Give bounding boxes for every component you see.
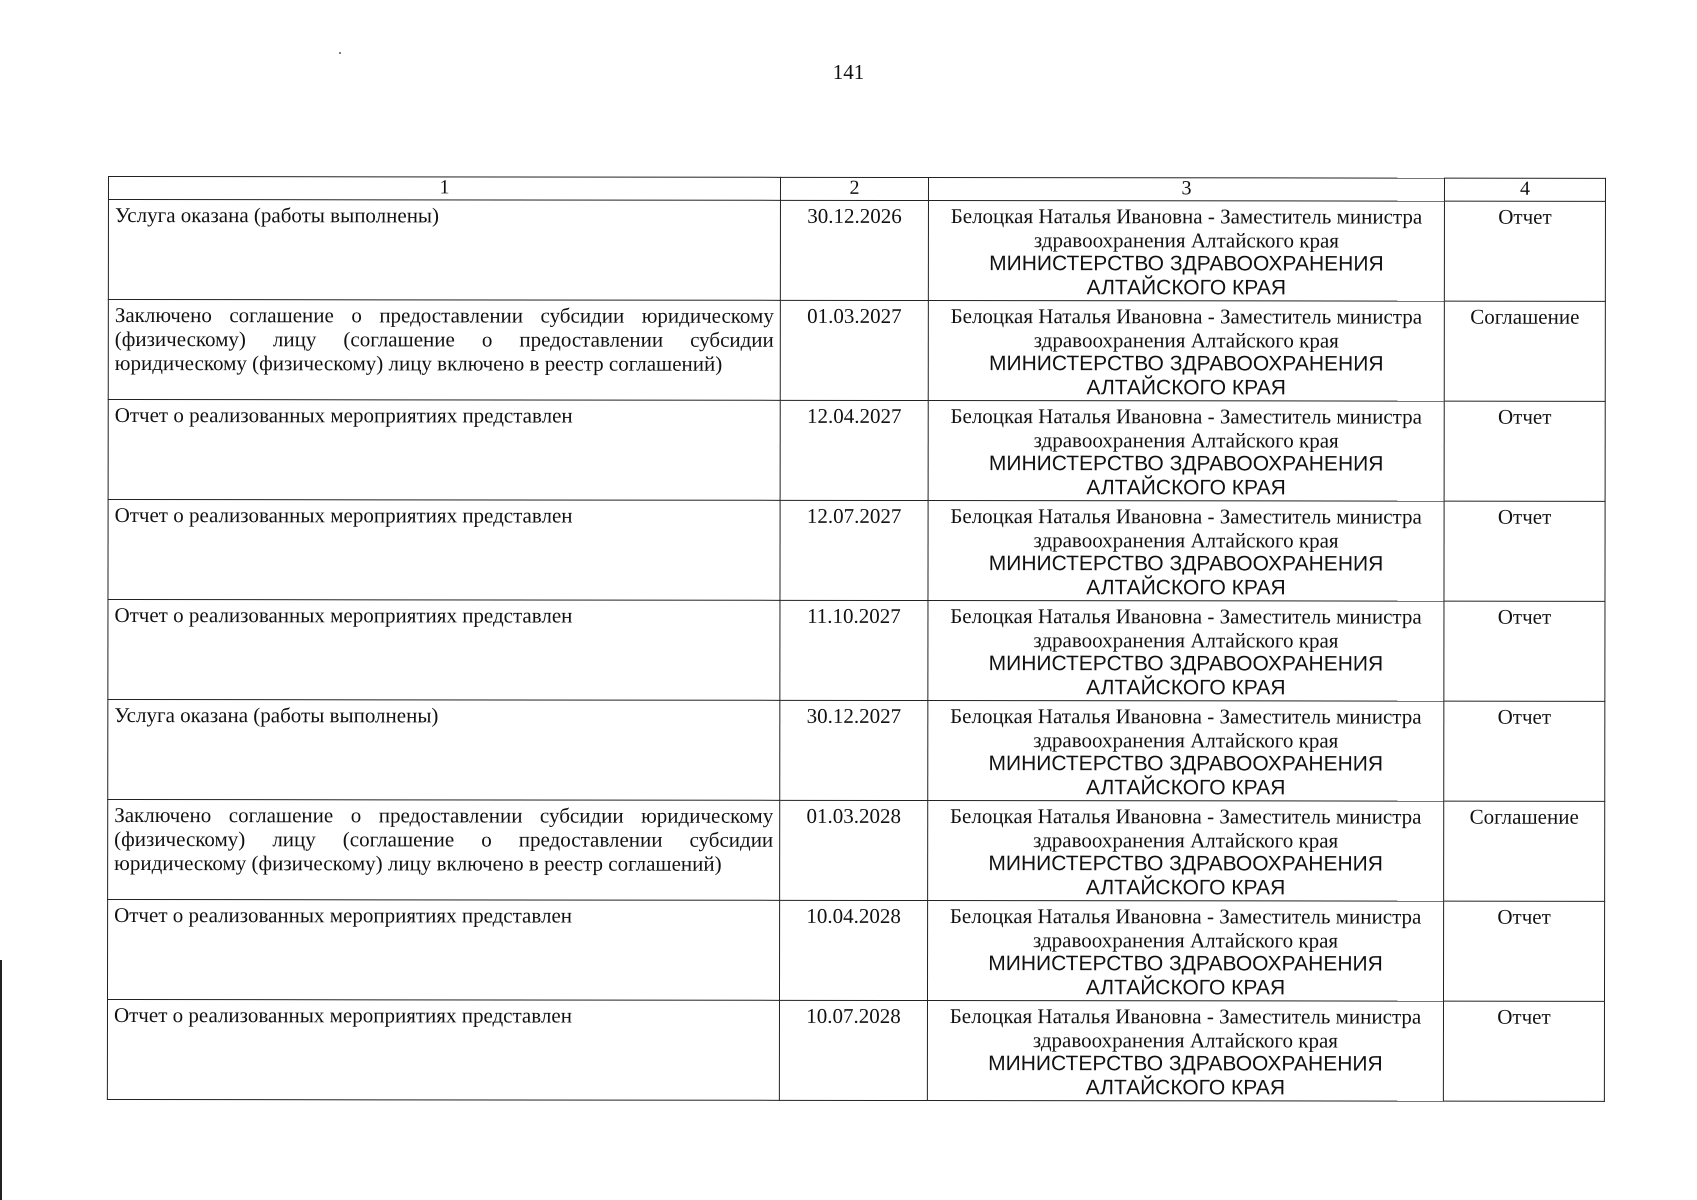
date-cell: 30.12.2027 bbox=[780, 700, 928, 800]
column-number-3: 3 bbox=[928, 178, 1444, 202]
event-cell: Отчет о реализованных мероприятиях представлен bbox=[107, 900, 779, 1001]
date-cell: 12.04.2027 bbox=[780, 400, 928, 500]
document-type-cell: Соглашение bbox=[1444, 301, 1605, 401]
column-number-1: 1 bbox=[108, 177, 780, 201]
scan-speck bbox=[339, 52, 341, 54]
table-row bbox=[108, 500, 1605, 602]
scan-edge-line bbox=[0, 960, 2, 1200]
responsible-organization: МИНИСТЕРСТВО ЗДРАВООХРАНЕНИЯ АЛТАЙСКОГО КРАЯ bbox=[988, 952, 1383, 1000]
responsible-organization: МИНИСТЕРСТВО ЗДРАВООХРАНЕНИЯ АЛТАЙСКОГО КРАЯ bbox=[988, 1052, 1383, 1100]
table-row bbox=[107, 1000, 1604, 1102]
document-type-cell: Отчет bbox=[1444, 401, 1605, 501]
document-type-cell: Отчет bbox=[1444, 701, 1605, 801]
date-cell: 10.07.2028 bbox=[779, 1000, 927, 1100]
event-cell: Услуга оказана (работы выполнены) bbox=[108, 700, 780, 801]
responsible-cell bbox=[928, 501, 1444, 602]
responsible-cell bbox=[928, 201, 1444, 302]
responsible-organization: МИНИСТЕРСТВО ЗДРАВООХРАНЕНИЯ АЛТАЙСКОГО КРАЯ bbox=[989, 352, 1384, 400]
responsible-cell bbox=[928, 801, 1444, 902]
responsible-person: Белоцкая Наталья Ивановна - Заместитель министра здравоохранения Алтайского края bbox=[950, 304, 1423, 353]
responsible-cell bbox=[928, 601, 1444, 702]
responsible-cell bbox=[927, 1001, 1443, 1102]
date-cell: 30.12.2026 bbox=[780, 200, 928, 300]
table-row bbox=[108, 300, 1605, 402]
event-cell: Услуга оказана (работы выполнены) bbox=[108, 200, 780, 301]
column-number-4: 4 bbox=[1444, 178, 1605, 201]
document-type-cell: Отчет bbox=[1444, 601, 1605, 701]
responsible-organization: МИНИСТЕРСТВО ЗДРАВООХРАНЕНИЯ АЛТАЙСКОГО КРАЯ bbox=[988, 452, 1384, 500]
event-cell: Отчет о реализованных мероприятиях представлен bbox=[108, 500, 780, 601]
responsible-person: Белоцкая Наталья Ивановна - Заместитель министра здравоохранения Алтайского края bbox=[950, 404, 1422, 453]
document-type-cell: Соглашение bbox=[1444, 801, 1605, 901]
responsible-person: Белоцкая Наталья Ивановна - Заместитель министра здравоохранения Алтайского края bbox=[950, 504, 1422, 553]
responsible-organization: МИНИСТЕРСТВО ЗДРАВООХРАНЕНИЯ АЛТАЙСКОГО КРАЯ bbox=[989, 252, 1384, 300]
responsible-cell bbox=[928, 701, 1444, 802]
event-cell: Отчет о реализованных мероприятиях представлен bbox=[108, 400, 780, 501]
responsible-organization: МИНИСТЕРСТВО ЗДРАВООХРАНЕНИЯ АЛТАЙСКОГО КРАЯ bbox=[988, 552, 1384, 600]
responsible-cell bbox=[928, 301, 1444, 402]
responsible-organization: МИНИСТЕРСТВО ЗДРАВООХРАНЕНИЯ АЛТАЙСКОГО КРАЯ bbox=[988, 752, 1384, 800]
date-cell: 11.10.2027 bbox=[780, 600, 928, 700]
table-row bbox=[108, 400, 1605, 502]
document-type-cell: Отчет bbox=[1444, 501, 1605, 601]
event-cell: Отчет о реализованных мероприятиях представлен bbox=[107, 1000, 779, 1101]
responsible-person: Белоцкая Наталья Ивановна - Заместитель министра здравоохранения Алтайского края bbox=[949, 804, 1422, 853]
table-row bbox=[107, 900, 1604, 1002]
control-points-table bbox=[107, 176, 1606, 1102]
date-cell: 01.03.2027 bbox=[780, 300, 928, 400]
document-type-cell: Отчет bbox=[1444, 201, 1605, 301]
document-type-cell: Отчет bbox=[1443, 1001, 1604, 1101]
document-type-cell: Отчет bbox=[1443, 901, 1604, 1001]
responsible-person: Белоцкая Наталья Ивановна - Заместитель министра здравоохранения Алтайского края bbox=[949, 904, 1422, 953]
date-cell: 01.03.2028 bbox=[780, 800, 928, 900]
date-cell: 12.07.2027 bbox=[780, 500, 928, 600]
responsible-cell bbox=[927, 901, 1443, 1002]
responsible-person: Белоцкая Наталья Ивановна - Заместитель министра здравоохранения Алтайского края bbox=[949, 1004, 1422, 1053]
date-cell: 10.04.2028 bbox=[779, 900, 927, 1000]
table-row bbox=[108, 800, 1605, 902]
column-number-2: 2 bbox=[780, 177, 928, 200]
responsible-person: Белоцкая Наталья Ивановна - Заместитель министра здравоохранения Алтайского края bbox=[950, 604, 1422, 653]
table-row bbox=[108, 200, 1605, 302]
responsible-organization: МИНИСТЕРСТВО ЗДРАВООХРАНЕНИЯ АЛТАЙСКОГО КРАЯ bbox=[988, 852, 1383, 900]
event-cell: Заключено соглашение о предоставлении субсидии юридическому (физическому) лицу (соглашение о предоставлении субсидии юридическому (физическому) лицу включено в реестр соглашений) bbox=[108, 800, 780, 901]
event-cell: Заключено соглашение о предоставлении субсидии юридическому (физическому) лицу (соглашение о предоставлении субсидии юридическому (физическому) лицу включено в реестр соглашений) bbox=[108, 300, 780, 401]
responsible-person: Белоцкая Наталья Ивановна - Заместитель министра здравоохранения Алтайского края bbox=[950, 704, 1422, 753]
event-cell: Отчет о реализованных мероприятиях представлен bbox=[108, 600, 780, 701]
responsible-cell bbox=[928, 401, 1444, 502]
table-row bbox=[108, 700, 1605, 802]
responsible-organization: МИНИСТЕРСТВО ЗДРАВООХРАНЕНИЯ АЛТАЙСКОГО КРАЯ bbox=[988, 652, 1384, 700]
responsible-person: Белоцкая Наталья Ивановна - Заместитель министра здравоохранения Алтайского края bbox=[950, 204, 1423, 253]
table-row bbox=[108, 600, 1605, 702]
page-number: 141 bbox=[832, 60, 865, 84]
table-header-row bbox=[108, 177, 1605, 202]
